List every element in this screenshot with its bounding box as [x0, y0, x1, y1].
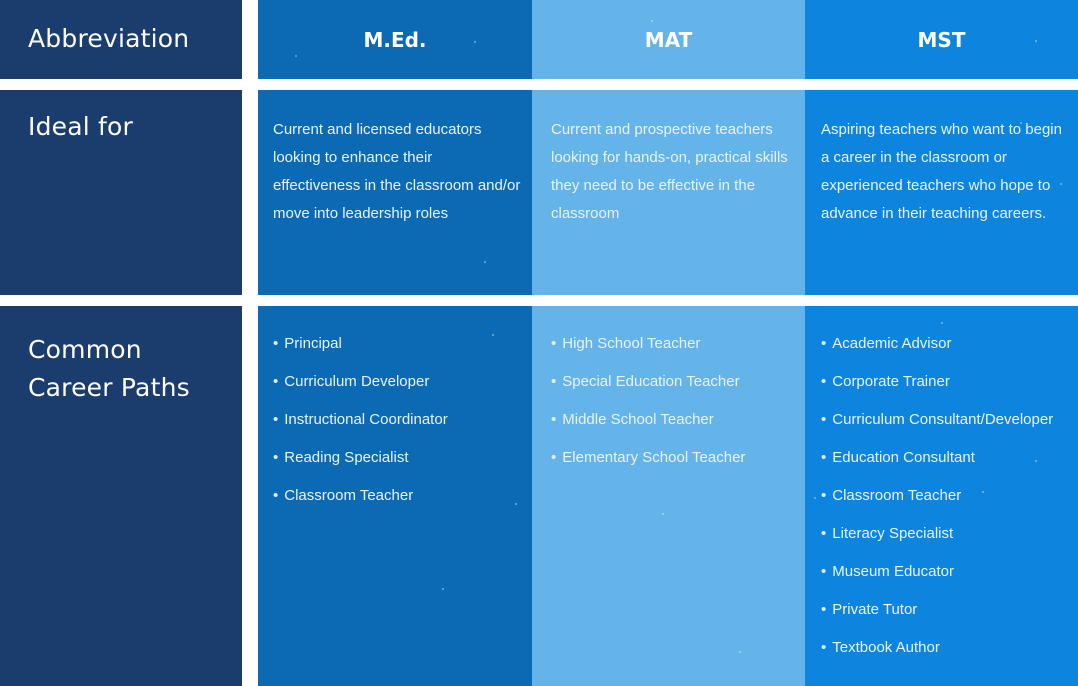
- med-ideal-cell: [258, 90, 532, 295]
- decorative-speck: [941, 322, 943, 324]
- decorative-speck: [1035, 460, 1037, 462]
- career-paths-label: Common Career Paths: [28, 335, 190, 402]
- med-header: M.Ed.: [363, 28, 427, 52]
- list-item: • Instructional Coordinator: [273, 406, 532, 444]
- mst-career-list: [821, 330, 1078, 672]
- list-item: • Curriculum Consultant/Developer: [821, 406, 1078, 444]
- list-item: • Academic Advisor: [821, 330, 1078, 368]
- abbreviation-label: Abbreviation: [28, 24, 190, 53]
- med-header-cell: [258, 0, 532, 79]
- list-item: • Museum Educator: [821, 558, 1078, 596]
- ideal-for-label-cell: [0, 90, 242, 295]
- list-item: • Middle School Teacher: [551, 406, 805, 444]
- decorative-speck: [662, 513, 664, 515]
- decorative-speck: [468, 134, 470, 136]
- decorative-speck: [1035, 40, 1037, 42]
- mst-ideal-cell: [805, 90, 1078, 295]
- decorative-speck: [295, 55, 297, 57]
- decorative-speck: [474, 41, 476, 43]
- career-paths-label-cell: [0, 306, 242, 686]
- list-item: • Elementary School Teacher: [551, 444, 805, 482]
- decorative-speck: [1020, 122, 1022, 124]
- mst-ideal-text: Aspiring teachers who want to begin a career in the classroom or experienced teachers who hope to advance in their teaching careers.: [821, 121, 1062, 222]
- list-item: • Textbook Author: [821, 634, 1078, 672]
- mat-header: MAT: [644, 28, 693, 52]
- list-item: • Corporate Trainer: [821, 368, 1078, 406]
- list-item: • Education Consultant: [821, 444, 1078, 482]
- decorative-speck: [982, 491, 984, 493]
- med-career-list: [273, 330, 532, 520]
- list-item: • Reading Specialist: [273, 444, 532, 482]
- decorative-speck: [484, 261, 486, 263]
- mat-career-list: [551, 330, 805, 482]
- ideal-for-label: Ideal for: [28, 112, 134, 141]
- decorative-speck: [515, 503, 517, 505]
- med-careers-cell: [258, 306, 532, 686]
- list-item: • Special Education Teacher: [551, 368, 805, 406]
- list-item: • Curriculum Developer: [273, 368, 532, 406]
- abbreviation-label-cell: [0, 0, 242, 79]
- list-item: • Classroom Teacher: [273, 482, 532, 520]
- list-item: • Private Tutor: [821, 596, 1078, 634]
- decorative-speck: [492, 334, 494, 336]
- list-item: • Classroom Teacher: [821, 482, 1078, 520]
- mst-header: MST: [917, 28, 966, 52]
- med-ideal-text: Current and licensed educators looking to enhance their effectiveness in the classroom and/or move into leadership roles: [273, 121, 521, 222]
- decorative-speck: [651, 20, 653, 22]
- list-item: • Principal: [273, 330, 532, 368]
- mat-ideal-cell: [532, 90, 805, 295]
- list-item: • Literacy Specialist: [821, 520, 1078, 558]
- mat-header-cell: [532, 0, 805, 79]
- decorative-speck: [1060, 183, 1062, 185]
- decorative-speck: [814, 497, 816, 499]
- list-item: • High School Teacher: [551, 330, 805, 368]
- mst-careers-cell: [805, 306, 1078, 686]
- mst-header-cell: [805, 0, 1078, 79]
- mat-careers-cell: [532, 306, 805, 686]
- mat-ideal-text: Current and prospective teachers looking for hands-on, practical skills they need to be effective in the classroom: [551, 121, 788, 222]
- decorative-speck: [739, 651, 741, 653]
- decorative-speck: [442, 588, 444, 590]
